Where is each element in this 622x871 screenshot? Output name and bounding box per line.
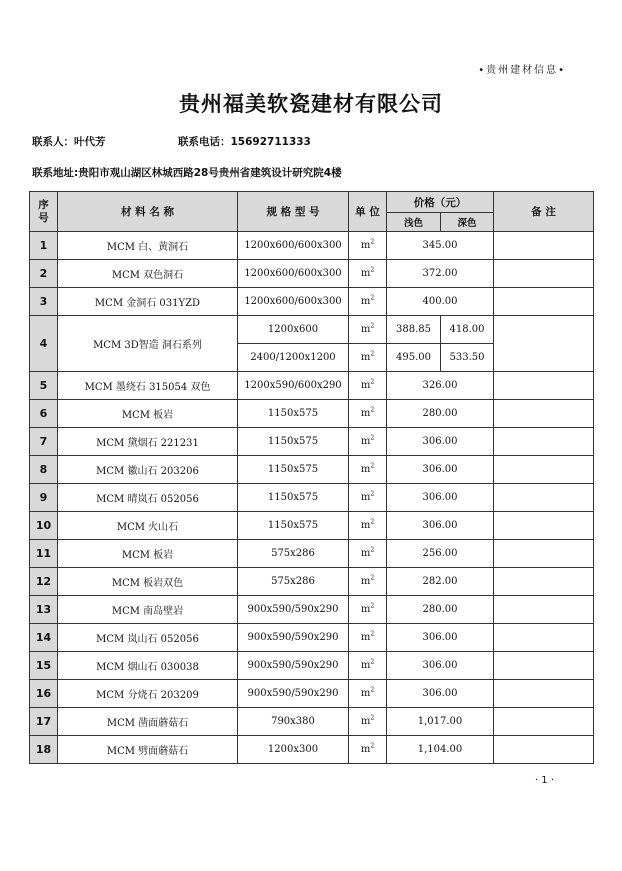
table-row — [30, 316, 594, 344]
unit-base: m — [360, 716, 371, 727]
unit-cell — [349, 260, 387, 288]
unit-exponent: 2 — [370, 574, 375, 582]
unit-cell — [349, 596, 387, 624]
material-name: MCM 烟山石 030038 — [58, 652, 238, 680]
remark-cell — [494, 596, 594, 624]
material-name: MCM 南岛壁岩 — [58, 596, 238, 624]
spec-cell: 1200x600/600x300 — [238, 260, 349, 288]
material-name: MCM 板岩 — [58, 540, 238, 568]
row-index: 3 — [30, 288, 58, 316]
material-name: MCM 岚山石 052056 — [58, 624, 238, 652]
table-row — [30, 652, 594, 680]
price-cell: 280.00 — [387, 400, 494, 428]
header-dark: 深色 — [441, 213, 494, 232]
remark-cell — [494, 288, 594, 316]
material-name: MCM 3D智造 洞石系列 — [58, 316, 238, 372]
unit-base: m — [360, 324, 371, 335]
material-name: MCM 墨绕石 315054 双色 — [58, 372, 238, 400]
row-index: 9 — [30, 484, 58, 512]
table-row — [30, 540, 594, 568]
material-name: MCM 凿面蘑菇石 — [58, 708, 238, 736]
remark-cell — [494, 316, 594, 372]
remark-cell — [494, 428, 594, 456]
remark-cell — [494, 652, 594, 680]
spec-cell: 1150x575 — [238, 484, 349, 512]
contact-address: 联系地址:贵阳市观山湖区林城西路28号贵州省建筑设计研究院4楼 — [32, 167, 342, 179]
table-row — [30, 288, 594, 316]
unit-base: m — [360, 380, 371, 391]
remark-cell — [494, 456, 594, 484]
remark-cell — [494, 484, 594, 512]
table-row — [30, 232, 594, 260]
table-row — [30, 624, 594, 652]
table-row — [30, 260, 594, 288]
unit-exponent: 2 — [370, 434, 375, 442]
unit-exponent: 2 — [370, 406, 375, 414]
remark-cell — [494, 624, 594, 652]
price-cell: 306.00 — [387, 428, 494, 456]
spec-cell: 900x590/590x290 — [238, 680, 349, 708]
unit-exponent: 2 — [370, 686, 375, 694]
price-cell: 306.00 — [387, 512, 494, 540]
material-name: MCM 金洞石 031YZD — [58, 288, 238, 316]
unit-exponent: 2 — [370, 350, 375, 358]
material-name: MCM 板岩双色 — [58, 568, 238, 596]
row-index: 6 — [30, 400, 58, 428]
price-cell: 326.00 — [387, 372, 494, 400]
spec-cell: 1150x575 — [238, 428, 349, 456]
material-name: MCM 晴岚石 052056 — [58, 484, 238, 512]
material-name: MCM 分烧石 203209 — [58, 680, 238, 708]
remark-cell — [494, 512, 594, 540]
spec-cell: 2400/1200x1200 — [238, 344, 349, 372]
unit-cell — [349, 288, 387, 316]
spec-cell: 575x286 — [238, 540, 349, 568]
table-row — [30, 428, 594, 456]
price-cell: 1,104.00 — [387, 736, 494, 764]
unit-exponent: 2 — [370, 630, 375, 638]
unit-base: m — [360, 492, 371, 503]
spec-cell: 1200x600/600x300 — [238, 288, 349, 316]
unit-cell — [349, 232, 387, 260]
spec-cell: 575x286 — [238, 568, 349, 596]
header-remark: 备 注 — [494, 192, 594, 232]
header-spec: 规 格 型 号 — [238, 192, 349, 232]
unit-exponent: 2 — [370, 742, 375, 750]
remark-cell — [494, 708, 594, 736]
material-name: MCM 白、黄洞石 — [58, 232, 238, 260]
header-price: 价格（元） — [387, 192, 494, 213]
row-index: 5 — [30, 372, 58, 400]
material-name: MCM 板岩 — [58, 400, 238, 428]
row-index: 13 — [30, 596, 58, 624]
spec-cell: 1200x600 — [238, 316, 349, 344]
unit-base: m — [360, 632, 371, 643]
table-row — [30, 512, 594, 540]
price-light: 495.00 — [387, 344, 441, 372]
price-cell: 345.00 — [387, 232, 494, 260]
unit-exponent: 2 — [370, 266, 375, 274]
table-row — [30, 596, 594, 624]
row-index: 7 — [30, 428, 58, 456]
row-index: 8 — [30, 456, 58, 484]
spec-cell: 1200x600/600x300 — [238, 232, 349, 260]
row-index: 11 — [30, 540, 58, 568]
spec-cell: 900x590/590x290 — [238, 652, 349, 680]
material-name: MCM 双色洞石 — [58, 260, 238, 288]
spec-cell: 1150x575 — [238, 456, 349, 484]
remark-cell — [494, 232, 594, 260]
price-dark: 418.00 — [441, 316, 494, 344]
unit-cell — [349, 512, 387, 540]
table-row — [30, 372, 594, 400]
unit-base: m — [360, 352, 371, 363]
header-unit: 单 位 — [349, 192, 387, 232]
price-cell: 306.00 — [387, 680, 494, 708]
spec-cell: 1200x300 — [238, 736, 349, 764]
unit-base: m — [360, 268, 371, 279]
price-cell: 306.00 — [387, 484, 494, 512]
company-title: 贵州福美软瓷建材有限公司 — [179, 92, 443, 116]
unit-cell — [349, 456, 387, 484]
header-index-label: 序号 — [38, 198, 49, 224]
row-index: 18 — [30, 736, 58, 764]
unit-base: m — [360, 296, 371, 307]
price-cell: 372.00 — [387, 260, 494, 288]
table-row — [30, 680, 594, 708]
price-light: 388.85 — [387, 316, 441, 344]
contact-person: 联系人：叶代芳 — [32, 136, 106, 148]
unit-cell — [349, 484, 387, 512]
unit-base: m — [360, 436, 371, 447]
unit-cell — [349, 708, 387, 736]
spec-cell: 1150x575 — [238, 512, 349, 540]
unit-exponent: 2 — [370, 238, 375, 246]
unit-exponent: 2 — [370, 462, 375, 470]
unit-cell — [349, 624, 387, 652]
unit-exponent: 2 — [370, 546, 375, 554]
table-row — [30, 456, 594, 484]
unit-base: m — [360, 240, 371, 251]
header-material: 材 料 名 称 — [58, 192, 238, 232]
row-index: 10 — [30, 512, 58, 540]
remark-cell — [494, 540, 594, 568]
table-row — [30, 568, 594, 596]
remark-cell — [494, 568, 594, 596]
unit-cell — [349, 428, 387, 456]
spec-cell: 900x590/590x290 — [238, 624, 349, 652]
row-index: 15 — [30, 652, 58, 680]
unit-base: m — [360, 464, 371, 475]
header-light: 浅色 — [387, 213, 441, 232]
table-body — [30, 232, 594, 764]
unit-cell — [349, 540, 387, 568]
unit-cell — [349, 372, 387, 400]
unit-exponent: 2 — [370, 714, 375, 722]
unit-base: m — [360, 744, 371, 755]
unit-cell — [349, 652, 387, 680]
remark-cell — [494, 680, 594, 708]
spec-cell: 1200x590/600x290 — [238, 372, 349, 400]
unit-exponent: 2 — [370, 518, 375, 526]
unit-cell — [349, 680, 387, 708]
remark-cell — [494, 260, 594, 288]
price-dark: 533.50 — [441, 344, 494, 372]
unit-base: m — [360, 576, 371, 587]
material-name: MCM 黛烟石 221231 — [58, 428, 238, 456]
material-name: MCM 劈面蘑菇石 — [58, 736, 238, 764]
spec-cell: 1150x575 — [238, 400, 349, 428]
price-cell: 400.00 — [387, 288, 494, 316]
unit-cell — [349, 568, 387, 596]
spec-cell: 790x380 — [238, 708, 349, 736]
row-index: 14 — [30, 624, 58, 652]
price-cell: 306.00 — [387, 456, 494, 484]
contact-phone: 联系电话：15692711333 — [178, 136, 311, 148]
unit-cell — [349, 316, 387, 344]
unit-base: m — [360, 408, 371, 419]
remark-cell — [494, 372, 594, 400]
unit-base: m — [360, 688, 371, 699]
table-row — [30, 736, 594, 764]
price-cell: 280.00 — [387, 596, 494, 624]
material-name: MCM 徽山石 203206 — [58, 456, 238, 484]
unit-cell — [349, 400, 387, 428]
price-table — [29, 191, 594, 764]
unit-exponent: 2 — [370, 602, 375, 610]
remark-cell — [494, 400, 594, 428]
material-name: MCM 火山石 — [58, 512, 238, 540]
unit-exponent: 2 — [370, 490, 375, 498]
row-index: 17 — [30, 708, 58, 736]
row-index: 2 — [30, 260, 58, 288]
table-row — [30, 400, 594, 428]
price-cell: 306.00 — [387, 652, 494, 680]
unit-exponent: 2 — [370, 322, 375, 330]
unit-base: m — [360, 660, 371, 671]
table-row — [30, 484, 594, 512]
unit-cell — [349, 736, 387, 764]
remark-cell — [494, 736, 594, 764]
unit-base: m — [360, 520, 371, 531]
unit-exponent: 2 — [370, 658, 375, 666]
row-index: 16 — [30, 680, 58, 708]
unit-exponent: 2 — [370, 294, 375, 302]
unit-cell — [349, 344, 387, 372]
price-cell: 256.00 — [387, 540, 494, 568]
row-index: 4 — [30, 316, 58, 372]
row-index: 1 — [30, 232, 58, 260]
unit-base: m — [360, 604, 371, 615]
unit-exponent: 2 — [370, 378, 375, 386]
price-cell: 282.00 — [387, 568, 494, 596]
header-index — [30, 192, 58, 232]
row-index: 12 — [30, 568, 58, 596]
spec-cell: 900x590/590x290 — [238, 596, 349, 624]
price-cell: 1,017.00 — [387, 708, 494, 736]
unit-base: m — [360, 548, 371, 559]
price-cell: 306.00 — [387, 624, 494, 652]
table-row — [30, 708, 594, 736]
page-number: · 1 · — [534, 775, 554, 786]
publication-tag: •贵州建材信息• — [478, 65, 566, 76]
